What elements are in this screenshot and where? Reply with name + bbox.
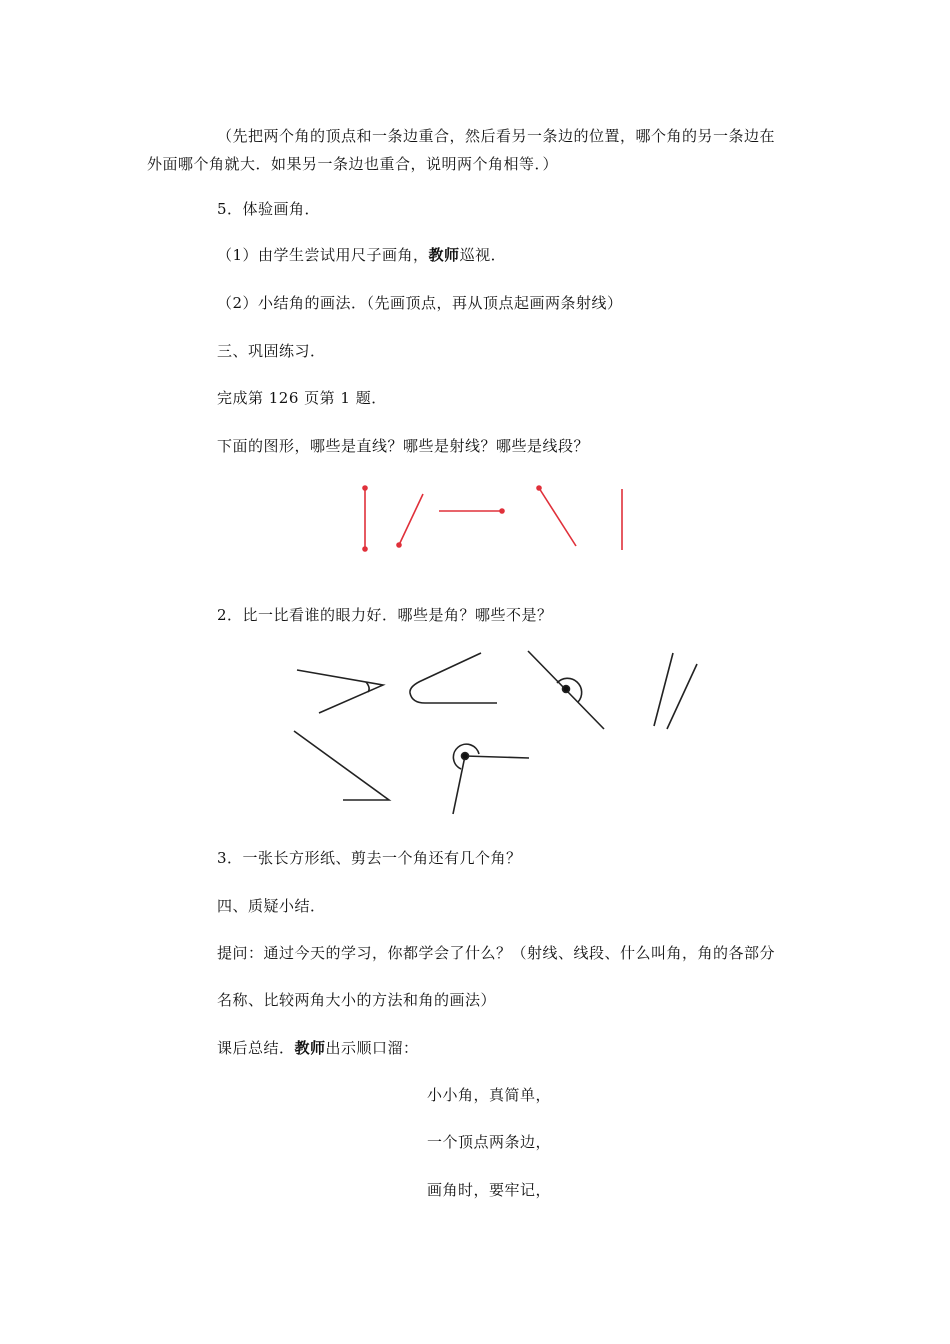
not-angle-straight-figure [528,651,604,729]
paragraph-compare-method-line2: 外面哪个角就大．如果另一条边也重合，说明两个角相等．） [147,155,559,173]
angle-figure-2 [294,731,389,800]
section-3-heading: 三、巩固练习． [217,342,326,360]
summary-tail: 出示顺口溜： [325,1039,419,1057]
ray-slanted-figure [537,486,576,546]
question-2: 2．比一比看谁的眼力好．哪些是角？哪些不是？ [217,606,553,624]
question-ask-line2: 名称、比较两角大小的方法和角的画法） [217,991,497,1009]
question-3: 3．一张长方形纸、剪去一个角还有几个角？ [217,849,522,867]
item-5-1-tail: 巡视． [459,246,507,264]
ray-horizontal-figure [439,509,504,513]
not-angle-parallel-figure [654,653,697,729]
summary-text: 课后总结． [217,1039,295,1057]
item-5-heading: 5．体验画角． [217,200,321,218]
not-angle-rounded-figure [410,653,497,703]
paragraph-compare-method-line1: （先把两个角的顶点和一条边重合，然后看另一条边的位置，哪个角的另一条边在 [217,127,776,145]
ray-diagonal-figure [397,494,423,547]
poem-line-3: 画角时，要牢记， [427,1181,552,1199]
question-1: 下面的图形，哪些是直线？哪些是射线？哪些是线段？ [217,437,590,455]
poem-line-1: 小小角，真简单， [427,1086,552,1104]
figure-angles [294,651,697,814]
question-ask-line1: 提问：通过今天的学习，你都学会了什么？（射线、线段、什么叫角，角的各部分 [217,944,776,962]
item-5-1-text: （1）由学生尝试用尺子画角， [217,246,429,264]
item-5-1-bold: 教师 [428,246,460,264]
poem-line-2: 一个顶点两条边， [427,1133,552,1151]
summary-bold: 教师 [294,1039,326,1057]
section-4-heading: 四、质疑小结． [217,897,326,915]
task-text: 完成第 126 页第 1 题． [217,389,387,407]
segment-vertical-figure [363,486,367,551]
angle-figure-3 [453,744,529,814]
angle-figure-1 [297,670,383,713]
item-5-2: （2）小结角的画法．（先画顶点，再从顶点起画两条射线） [217,294,623,312]
